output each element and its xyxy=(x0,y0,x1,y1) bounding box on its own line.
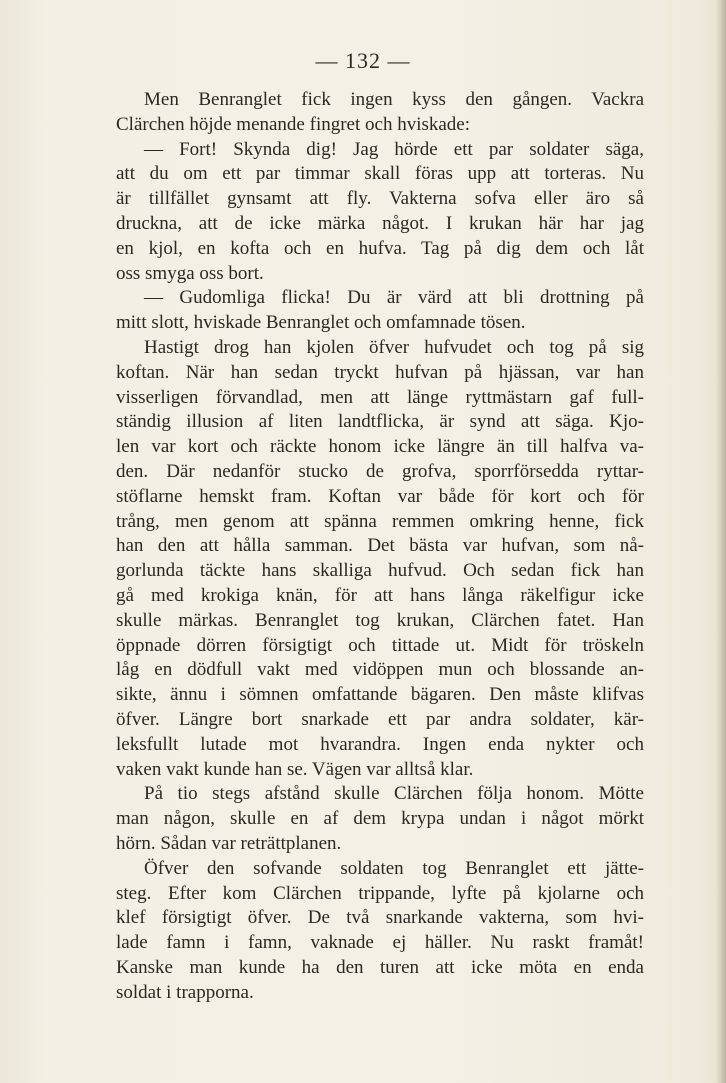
text-line: mitt slott, hviskade Benranglet och omfamnade tösen. xyxy=(116,312,526,334)
body-text xyxy=(116,88,644,1005)
text-line: — Gudomliga flicka! Du är värd att bli drottning på xyxy=(144,287,644,309)
text-line: man någon, skulle en af dem krypa undan i något mörkt xyxy=(116,808,644,830)
text-line: druckna, att de icke märka något. I krukan här har jag xyxy=(116,212,644,234)
text-line: att du om ett par timmar skall föras upp att torteras. Nu xyxy=(116,163,644,185)
text-line: öfver. Längre bort snarkade ett par andra soldater, kär- xyxy=(116,708,644,730)
text-line: han den att hålla samman. Det bästa var hufvan, som nå- xyxy=(116,535,644,557)
text-line: visserligen förvandlad, men att länge ryttmästarn gaf full- xyxy=(116,386,644,408)
text-line: gå med krokiga knän, för att hans långa räkelfigur icke xyxy=(116,584,644,606)
page-edge-shadow xyxy=(716,0,726,1083)
text-line: stöflarne hemskt fram. Koftan var både för kort och för xyxy=(116,485,644,507)
text-line: öppnade dörren försigtigt och tittade ut. Midt för tröskeln xyxy=(116,634,644,656)
text-line: soldat i trapporna. xyxy=(116,981,254,1003)
text-line: trång, men genom att spänna remmen omkring henne, fick xyxy=(116,510,644,532)
text-line: koftan. När han sedan tryckt hufvan på hjässan, var han xyxy=(116,361,644,383)
page-number: — 132 — xyxy=(315,48,411,73)
text-line: vaken vakt kunde han se. Vägen var alltså klar. xyxy=(116,758,474,780)
text-line: hörn. Sådan var reträttplanen. xyxy=(116,832,342,854)
text-line: len var kort och räckte honom icke längre än till halfva va- xyxy=(116,436,644,458)
text-line: Clärchen höjde menande fingret och hviskade: xyxy=(116,113,471,135)
text-line: Kanske man kunde ha den turen att icke möta en enda xyxy=(116,956,644,978)
text-line: sikte, ännu i sömnen omfattande bägaren. Den måste klifvas xyxy=(116,684,644,706)
text-line: Öfver den sofvande soldaten tog Benranglet ett jätte- xyxy=(144,857,644,879)
text-line: lade famn i famn, vaknade ej häller. Nu raskt framåt! xyxy=(116,932,644,954)
text-line: Men Benranglet fick ingen kyss den gången. Vackra xyxy=(144,89,644,110)
text-line: en kjol, en kofta och en hufva. Tag på dig dem och låt xyxy=(116,237,644,259)
text-line: är tillfället gynsamt att fly. Vakterna sofva eller äro så xyxy=(116,188,644,210)
text-line: ständig illusion af liten landtflicka, är synd att säga. Kjo- xyxy=(116,411,644,433)
text-line: gorlunda täckte hans skalliga hufvud. Och sedan fick han xyxy=(116,560,644,582)
text-line: På tio stegs afstånd skulle Clärchen följa honom. Mötte xyxy=(144,783,644,805)
text-line: låg en dödfull vakt med vidöppen mun och blossande an- xyxy=(116,659,644,681)
text-line: skulle märkas. Benranglet tog krukan, Clärchen fatet. Han xyxy=(116,609,644,631)
text-line: klef försigtigt öfver. De två snarkande vakterna, som hvi- xyxy=(116,907,644,929)
text-line: leksfullt lutade mot hvarandra. Ingen enda nykter och xyxy=(116,733,644,755)
text-line: den. Där nedanför stucko de grofva, sporrförsedda ryttar- xyxy=(116,460,644,482)
text-line: Hastigt drog han kjolen öfver hufvudet och tog på sig xyxy=(144,336,644,358)
text-line: steg. Efter kom Clärchen trippande, lyfte på kjolarne och xyxy=(116,882,644,904)
text-line: — Fort! Skynda dig! Jag hörde ett par soldater säga, xyxy=(144,138,644,160)
text-line: oss smyga oss bort. xyxy=(116,262,264,284)
